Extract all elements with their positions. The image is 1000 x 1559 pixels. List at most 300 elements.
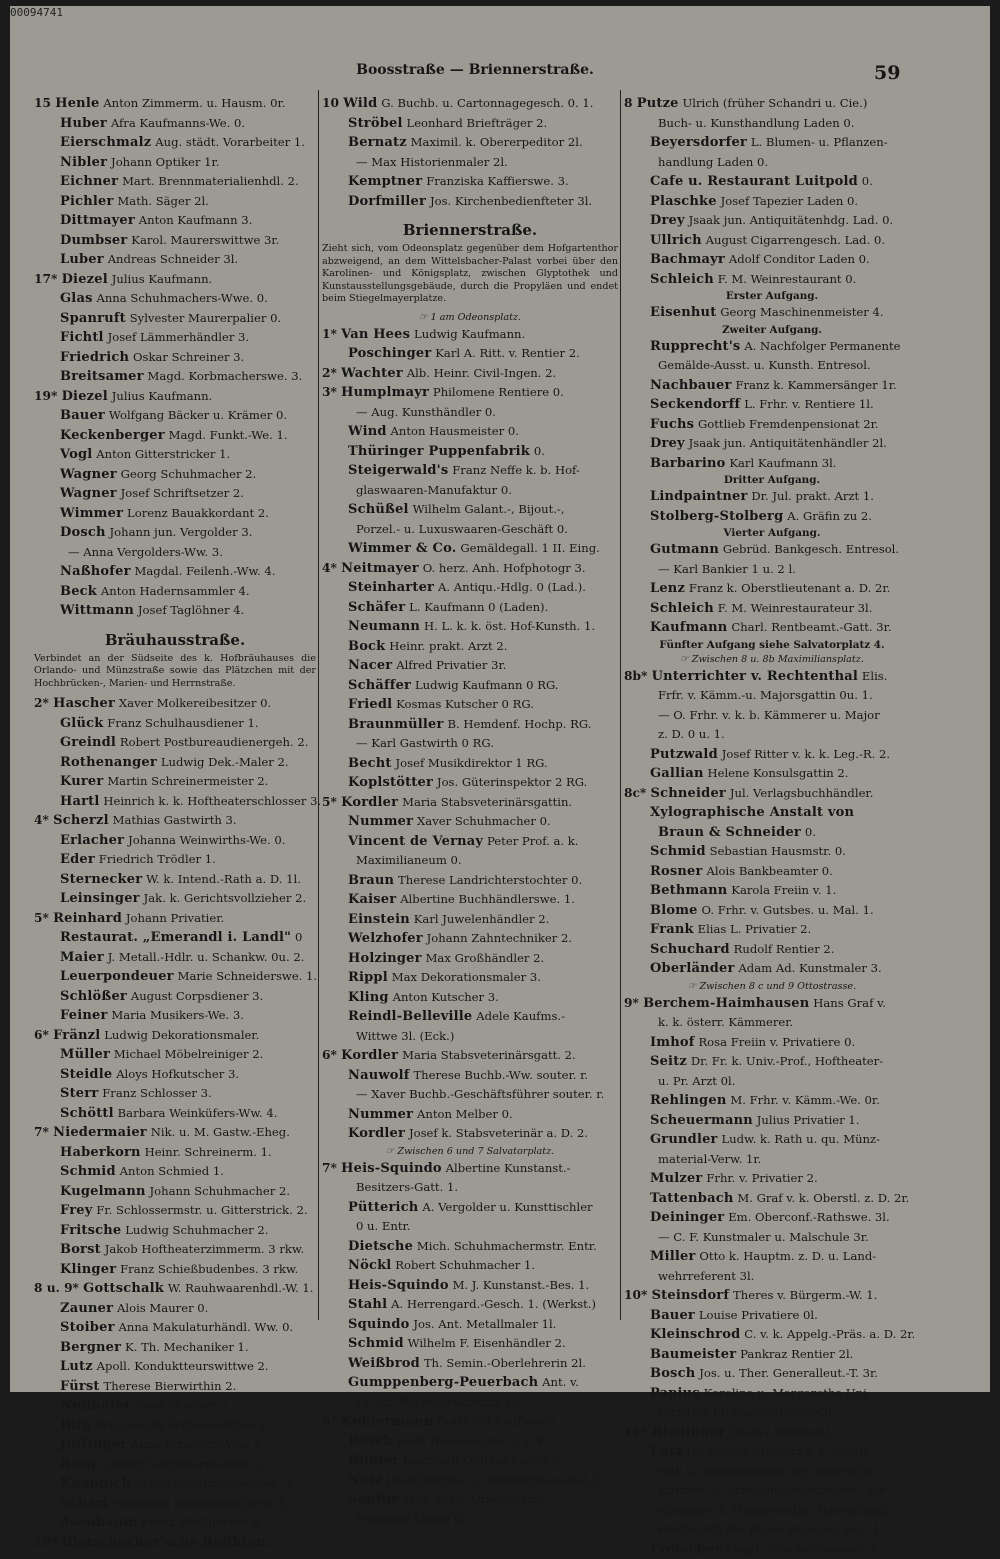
house-number: 7* [322, 1161, 341, 1175]
resident-details: K. Th. Mechaniker 1. [125, 1340, 249, 1354]
resident-name: Leuerpondeuer [60, 969, 174, 984]
resident-entry [34, 1045, 316, 1065]
resident-name: Mulzer [650, 1171, 702, 1186]
resident-details: Mich. Schuhmachermstr. Entr. [417, 1239, 597, 1253]
resident-entry [34, 1494, 316, 1514]
resident-details: material-Verw. 1r. [658, 1152, 761, 1166]
resident-entry [34, 114, 316, 134]
resident-name: Pichler [60, 194, 114, 209]
resident-entry [624, 434, 920, 454]
resident-details: H. L. k. k. öst. Hof-Kunsth. 1. [424, 619, 595, 633]
resident-entry [34, 1065, 316, 1085]
resident-name: Beyersdorfer [650, 135, 747, 150]
resident-entry [322, 1510, 618, 1530]
resident-entry [624, 1462, 920, 1482]
resident-name: Wittmann [60, 603, 134, 618]
resident-details: Johann Optiker 1r. [111, 155, 219, 169]
resident-name: Gallian [650, 766, 704, 781]
resident-name: Nöckl [348, 1258, 391, 1273]
house-number: 10* [624, 1288, 652, 1302]
resident-name: Sternecker [60, 872, 142, 887]
resident-name: Braunmüller [348, 717, 444, 732]
resident-details: Ludw. k. Rath u. qu. Münz- [721, 1132, 880, 1146]
resident-entry [34, 406, 316, 426]
resident-details: August Cigarrengesch. Lad. 0. [706, 233, 885, 247]
resident-details: Martin Schreinermeister 2. [107, 774, 268, 788]
resident-entry [34, 523, 316, 543]
resident-details: — Anna Vergolders-Ww. 3. [68, 545, 223, 559]
resident-entry [624, 560, 920, 580]
resident-name: Riedinger [652, 1425, 726, 1440]
resident-details: Anton Hausmeister 0. [391, 424, 519, 438]
resident-details: F. M. Weinrestaurant 0. [718, 272, 857, 286]
resident-details: Wittwe 3l. (Eck.) [356, 1029, 454, 1043]
resident-details: O. herz. Anh. Hofphotogr 3. [423, 561, 586, 575]
resident-entry [322, 773, 618, 793]
resident-name: Nacer [348, 658, 392, 673]
resident-details: Lorenz Bauakkordant 2. [127, 506, 269, 520]
resident-details: Alb. Heinr. Civil-Ingen. 2. [407, 366, 556, 380]
resident-entry [34, 1474, 316, 1494]
resident-name: Einstein [348, 912, 410, 927]
resident-name: Schüßel [348, 502, 409, 517]
resident-entry [322, 520, 618, 540]
resident-name: Stolberg-Stolberg [650, 509, 783, 524]
resident-name: Barbarino [650, 456, 725, 471]
resident-entry [624, 337, 920, 357]
resident-entry [322, 1159, 618, 1179]
resident-details: W. k. Intend.-Rath a. D. 1l. [146, 872, 301, 886]
house-number: 11* [624, 1425, 652, 1439]
house-number: 9* [624, 996, 643, 1010]
resident-details: C. v. k. Appelg.-Präs. a. D. 2r. [744, 1327, 915, 1341]
resident-entry [34, 309, 316, 329]
resident-entry [624, 901, 920, 921]
resident-details: Charl. Rentbeamt.-Gatt. 3r. [731, 620, 891, 634]
resident-details: Jsaak jun. Antiquitätenhändler 2l. [689, 436, 887, 450]
resident-name: Rippl [348, 970, 388, 985]
resident-name: Kemptner [348, 174, 422, 189]
resident-entry [322, 1027, 618, 1047]
resident-details: Dr. Jul. prakt. Arzt 1. [751, 489, 874, 503]
resident-name: Drey [650, 436, 685, 451]
resident-name: Koplstötter [348, 775, 433, 790]
resident-name: Rupprecht's [650, 339, 740, 354]
resident-entry [322, 1085, 618, 1105]
resident-details: wehrreferent 3l. [658, 1269, 754, 1283]
resident-entry [624, 1208, 920, 1228]
resident-entry [624, 1403, 920, 1423]
resident-entry [624, 1013, 920, 1033]
resident-entry [322, 968, 618, 988]
resident-entry [322, 1276, 618, 1296]
resident-name: Huber [60, 116, 107, 131]
resident-name: Berg [60, 1457, 96, 1472]
resident-entry [34, 250, 316, 270]
resident-entry [322, 617, 618, 637]
resident-details: Jak. k. Gerichtsvollzieher 2. [144, 891, 307, 905]
resident-details: Dr. Johann Freiherr v. k. Staats- [687, 1444, 874, 1458]
resident-name: Breitsamer [60, 369, 144, 384]
resident-name: Bühler [348, 1453, 399, 1468]
resident-name: Berchem-Haimhausen [643, 996, 809, 1011]
resident-entry [34, 367, 316, 387]
resident-entry [322, 676, 618, 696]
resident-name: Lindpaintner [650, 489, 748, 504]
resident-entry [322, 871, 618, 891]
resident-name: Juffinger [60, 1437, 127, 1452]
page-header: Boosstraße — Briennerstraße. [340, 62, 610, 78]
resident-name: Glas [60, 291, 93, 306]
directory-page [10, 6, 990, 1392]
resident-entry [34, 348, 316, 368]
resident-name: Müller [60, 1047, 110, 1062]
resident-details: M. Frhr. v. Kämm.-We. 0r. [730, 1093, 880, 1107]
resident-details: handlung Laden 0. [658, 155, 768, 169]
resident-details: J. Metall.-Hdlr. u. Schankw. 0u. 2. [108, 950, 305, 964]
resident-entry [322, 383, 618, 403]
resident-name: Seitz [650, 1054, 687, 1069]
house-number: 8* [322, 1414, 341, 1428]
resident-name: Fränzl [53, 1028, 100, 1043]
resident-details: A. Nachfolger Permanente [744, 339, 900, 353]
resident-entry [624, 1423, 920, 1443]
resident-details: Gemälde-Ausst. u. Kunsth. Entresol. [658, 358, 871, 372]
column-left [34, 94, 316, 1374]
resident-details: Leonhard Optiker Laden 0. [403, 1453, 563, 1467]
resident-entry [624, 940, 920, 960]
resident-details: Apoll. Konduktteurswittwe 2. [97, 1359, 269, 1373]
resident-name: Rothenanger [60, 755, 157, 770]
resident-details: Anton Melber 0. [417, 1107, 513, 1121]
resident-entry [322, 890, 618, 910]
resident-details: Sylvester Maurerpalier 0. [130, 311, 281, 325]
resident-entry [34, 1338, 316, 1358]
resident-entry [624, 133, 920, 153]
house-number: 6* [322, 1048, 341, 1062]
resident-name: Kohlermann [341, 1414, 433, 1429]
resident-details: Ludwig Kaufmann. [414, 327, 525, 341]
house-number: 19* [34, 389, 62, 403]
house-number: 3* [322, 385, 341, 399]
resident-details: A. Gräfin zu 2. [787, 509, 872, 523]
resident-entry [322, 364, 618, 384]
resident-name: Bergner [60, 1340, 121, 1355]
resident-entry [322, 1066, 618, 1086]
resident-name: Scharl [60, 1496, 108, 1511]
resident-name: Hartl [60, 794, 100, 809]
resident-name: Lutz [60, 1359, 93, 1374]
resident-details: Johann Zahntechniker 2. [427, 931, 572, 945]
resident-entry [322, 988, 618, 1008]
resident-name: Steinsdorf [652, 1288, 730, 1303]
resident-name: Greindl [60, 735, 116, 750]
resident-name: Putze [637, 96, 679, 111]
resident-entry [624, 94, 920, 114]
resident-entry [624, 745, 920, 765]
resident-name: Rosner [650, 864, 703, 879]
resident-details: — O. Frhr. v. k. b. Kämmerer u. Major [658, 708, 880, 722]
resident-details: Karl Juwelenhändler 2. [414, 912, 550, 926]
resident-entry [34, 1533, 316, 1553]
resident-name: Diezel [62, 389, 108, 404]
resident-entry [322, 1315, 618, 1335]
resident-name: Schleich [650, 601, 714, 616]
resident-name: Humplmayr [341, 385, 429, 400]
resident-entry [322, 929, 618, 949]
resident-name: Deininger [650, 1210, 724, 1225]
resident-name: Niedermaier [53, 1125, 147, 1140]
resident-details: Jul. Verlagsbuchhändler. [730, 786, 874, 800]
resident-name: Erlacher [60, 833, 124, 848]
resident-details: Karl Kaufmann 3l. [729, 456, 836, 470]
resident-entry [624, 250, 920, 270]
resident-name: Fritsche [60, 1223, 121, 1238]
resident-details: Gottlieb Fremdenpensionat 2r. [698, 417, 879, 431]
resident-entry [34, 1026, 316, 1046]
resident-entry [624, 823, 920, 843]
resident-name: Kleinschrod [650, 1327, 740, 1342]
house-number: 1* [322, 327, 341, 341]
resident-name: Pütterich [348, 1200, 418, 1215]
resident-details: Jean Bazar Oriental und [404, 1492, 546, 1506]
resident-details: Johanna Weinwirths-We. 0. [128, 833, 285, 847]
resident-entry [624, 579, 920, 599]
resident-entry [34, 582, 316, 602]
resident-entry [322, 325, 618, 345]
resident-entry [624, 1111, 920, 1131]
resident-name: Dosch [60, 525, 106, 540]
resident-entry [34, 1396, 316, 1416]
resident-details: Franziska Blumenmacherin 3. [112, 1496, 289, 1510]
resident-entry [34, 562, 316, 582]
resident-details: Adele Kaufms.- [476, 1009, 565, 1023]
resident-details: 0 u. Entr. [356, 1219, 410, 1233]
resident-details: Marie Schneiderswe. 1. [178, 969, 318, 983]
resident-details: Besitzers-Gatt. 1. [356, 1180, 458, 1194]
resident-entry [624, 231, 920, 251]
resident-details: Ludwig Schuhmacher 2. [125, 1223, 268, 1237]
resident-name: Nachbauer [650, 378, 732, 393]
resident-entry [34, 792, 316, 812]
house-number: 8 [624, 96, 637, 110]
resident-name: Miller [650, 1249, 696, 1264]
resident-name: Schäffer [348, 678, 411, 693]
resident-entry [322, 695, 618, 715]
resident-details: F. M. Weinrestaurateur 3l. [718, 601, 873, 615]
resident-entry [322, 1256, 618, 1276]
resident-entry [624, 376, 920, 396]
resident-name: Bock [348, 639, 385, 654]
resident-details: — Max Historienmaler 2l. [356, 155, 508, 169]
resident-name: Neumann [348, 619, 420, 634]
resident-details: Gustav Fabrikant. [729, 1425, 834, 1439]
resident-entry [34, 1240, 316, 1260]
resident-name: Thüringer Puppenfabrik [348, 444, 530, 459]
house-number: 5* [34, 911, 53, 925]
resident-details: — Aug. Kunsthändler 0. [356, 405, 496, 419]
resident-name: Reinhard [53, 911, 122, 926]
resident-details: B. Hemdenf. Hochp. RG. [447, 717, 591, 731]
resident-name: Vogl [60, 447, 92, 462]
resident-details: 0. [534, 444, 545, 458]
resident-name: Feiner [60, 1008, 108, 1023]
resident-entry [322, 715, 618, 735]
resident-name: Maier [60, 950, 104, 965]
resident-entry [34, 1006, 316, 1026]
resident-details: Karol. Maurerswittwe 3r. [131, 233, 279, 247]
resident-details: Josef k. Stabsveterinär a. D. 2. [409, 1126, 588, 1140]
resident-details: Karola Freiin v. 1. [731, 883, 836, 897]
resident-details: Josef Musiker 2. [135, 1398, 231, 1412]
resident-details: Max Dekorationsmaler 3. [392, 970, 541, 984]
resident-entry [322, 656, 618, 676]
resident-entry [624, 686, 920, 706]
resident-entry [322, 812, 618, 832]
resident-details: Johann Schuhmacher 2. [150, 1184, 290, 1198]
resident-name: Eder [60, 852, 95, 867]
resident-name: Kaiser [348, 892, 396, 907]
resident-name: Gutmann [650, 542, 719, 557]
resident-name: Dietsche [348, 1239, 413, 1254]
archive-number: 00094741 [10, 6, 63, 19]
resident-entry [624, 1169, 920, 1189]
resident-details: Xaver Molkereibesitzer 0. [119, 696, 271, 710]
resident-details: L. Frhr. v. Rentiere 1l. [744, 397, 873, 411]
resident-name: Klinger [60, 1262, 116, 1277]
resident-name: Lenz [650, 581, 685, 596]
resident-entry [34, 1416, 316, 1436]
house-number: 4* [322, 561, 341, 575]
resident-name: Poschinger [348, 346, 431, 361]
resident-details: Josef Tapezier Laden 0. [721, 194, 858, 208]
resident-entry [322, 1237, 618, 1257]
resident-details: Josef Schriftsetzer 2. [121, 486, 244, 500]
resident-name: Nunhofer [60, 1398, 131, 1413]
resident-details: Albertine Kunstanst.- [446, 1161, 571, 1175]
resident-entry [322, 832, 618, 852]
resident-entry [34, 270, 316, 290]
resident-name: Henle [55, 96, 99, 111]
resident-details: Ulrich (früher Schandri u. Cie.) [683, 96, 868, 110]
resident-entry [322, 1198, 618, 1218]
resident-name: Scherzl [53, 813, 109, 828]
resident-details: Robert Schuhmacher 1. [395, 1258, 535, 1272]
resident-entry [322, 114, 618, 134]
resident-details: Michael Möbelreiniger 2. [114, 1047, 263, 1061]
resident-entry [624, 667, 920, 687]
resident-name: Haberkorn [60, 1145, 141, 1160]
resident-name: Rösch [348, 1434, 393, 1449]
resident-details: Louise Privatiere 0l. [699, 1308, 818, 1322]
resident-entry [34, 328, 316, 348]
resident-entry [34, 1201, 316, 1221]
resident-name: Papius [650, 1386, 700, 1401]
resident-entry [624, 1267, 920, 1287]
resident-entry [34, 1435, 316, 1455]
resident-details: Anton Schmied 1. [120, 1164, 224, 1178]
resident-details: Rudolf Rentier 2. [734, 942, 835, 956]
resident-entry [322, 1046, 618, 1066]
resident-entry [34, 1084, 316, 1104]
resident-name: Scheuermann [650, 1113, 753, 1128]
resident-name: Tattenbach [650, 1191, 733, 1206]
resident-details: Kosmas Kutscher 0 RG. [396, 697, 534, 711]
resident-details: Johann Privatier. [126, 911, 224, 925]
street-description: Zieht sich, vom Odeonsplatz gegenüber dem Hofgartenthor abzweigend, an dem Wittelsbacher-Palast vorbei über den Karolinen- und Königsplatz, zwischen Glyptothek und Kunstausstellungsgebäude, durch die Propyläen und endet beim Stiegelmayerplatze. [322, 243, 618, 306]
resident-entry [624, 395, 920, 415]
resident-entry [322, 1490, 618, 1510]
resident-details: Maximil. k. Obererpeditor 2l. [411, 135, 583, 149]
resident-name: Blome [650, 903, 698, 918]
resident-details: Andreas Schneider 3l. [108, 252, 238, 266]
resident-details: Margaretha Hafnerswittwe 2. [95, 1418, 270, 1432]
resident-details: Franz k. Oberstlieutenant a. D. 2r. [689, 581, 890, 595]
resident-entry [34, 192, 316, 212]
resident-name: Imhof [650, 1035, 695, 1050]
resident-name: Glück [60, 716, 103, 731]
resident-details: Therese Landrichterstochter 0. [398, 873, 582, 887]
resident-entry [34, 1104, 316, 1124]
resident-entry [624, 153, 920, 173]
resident-entry [624, 172, 920, 192]
resident-details: Gemäldegall. 1 II. Eing. [460, 541, 599, 555]
resident-details: Jos. u. Ther. Generalleut.-T. 3r. [699, 1366, 878, 1380]
house-number: 8b* [624, 669, 652, 683]
resident-details: Jos. Kirchenbedienfteter 3l. [430, 194, 592, 208]
resident-entry [624, 618, 920, 638]
resident-name: Vincent de Vernay [348, 834, 483, 849]
resident-name: Wimmer [60, 506, 123, 521]
resident-details: Ludwig Kaufmann 0 RG. [415, 678, 559, 692]
resident-details: Buch- u. Kunsthandlung Laden 0. [658, 116, 854, 130]
resident-name: Bletschacher'sche Relikten. [62, 1535, 271, 1550]
resident-entry [322, 1295, 618, 1315]
resident-details: G. Buchb. u. Cartonnagegesch. 0. 1. [381, 96, 593, 110]
resident-name: Frank [650, 922, 694, 937]
resident-details: — Karl Gastwirth 0 RG. [356, 736, 494, 750]
resident-details: August Corpsdiener 3. [131, 989, 263, 1003]
resident-entry [34, 1279, 316, 1299]
resident-entry [624, 1286, 920, 1306]
resident-details: Franz Schlosser 3. [102, 1086, 211, 1100]
resident-name: Putzwald [650, 747, 718, 762]
stairway-heading: Vierter Aufgang. [624, 526, 920, 540]
resident-details: Elis. [862, 669, 888, 683]
resident-entry [322, 910, 618, 930]
resident-details: — Karl Bankier 1 u. 2 l. [658, 562, 796, 576]
resident-name: Holzinger [348, 951, 422, 966]
resident-entry [322, 1412, 618, 1432]
resident-name: Nauwolf [348, 1068, 410, 1083]
resident-details: Peter Prof. a. k. [487, 834, 578, 848]
resident-details: z. D. 0 u. 1. [658, 727, 725, 741]
resident-details: Aloys Hofkutscher 3. [116, 1067, 239, 1081]
resident-details: Anton Hadernsammler 4. [101, 584, 250, 598]
street-description: Verbindet an der Südseite des k. Hofbräuhauses die Orlando- und Münzstraße sowie das Plätzchen mit der Hochbrücken-, Marien- und Herrnstraße. [34, 653, 316, 691]
resident-name: Gumppenberg-Peuerbach [348, 1375, 538, 1390]
resident-details: u. Pr. Arzt 0l. [658, 1074, 735, 1088]
resident-entry [322, 1334, 618, 1354]
resident-details: Helene Konsulsgattin 2. [708, 766, 849, 780]
resident-details: Pankraz Rentier 2l. [740, 1347, 853, 1361]
resident-details: Ludwig Dek.-Maler 2. [161, 755, 289, 769]
resident-entry [322, 949, 618, 969]
resident-details: Anton Kutscher 3. [393, 990, 499, 1004]
resident-entry [34, 231, 316, 251]
resident-entry [322, 851, 618, 871]
resident-name: Spanruft [60, 311, 126, 326]
